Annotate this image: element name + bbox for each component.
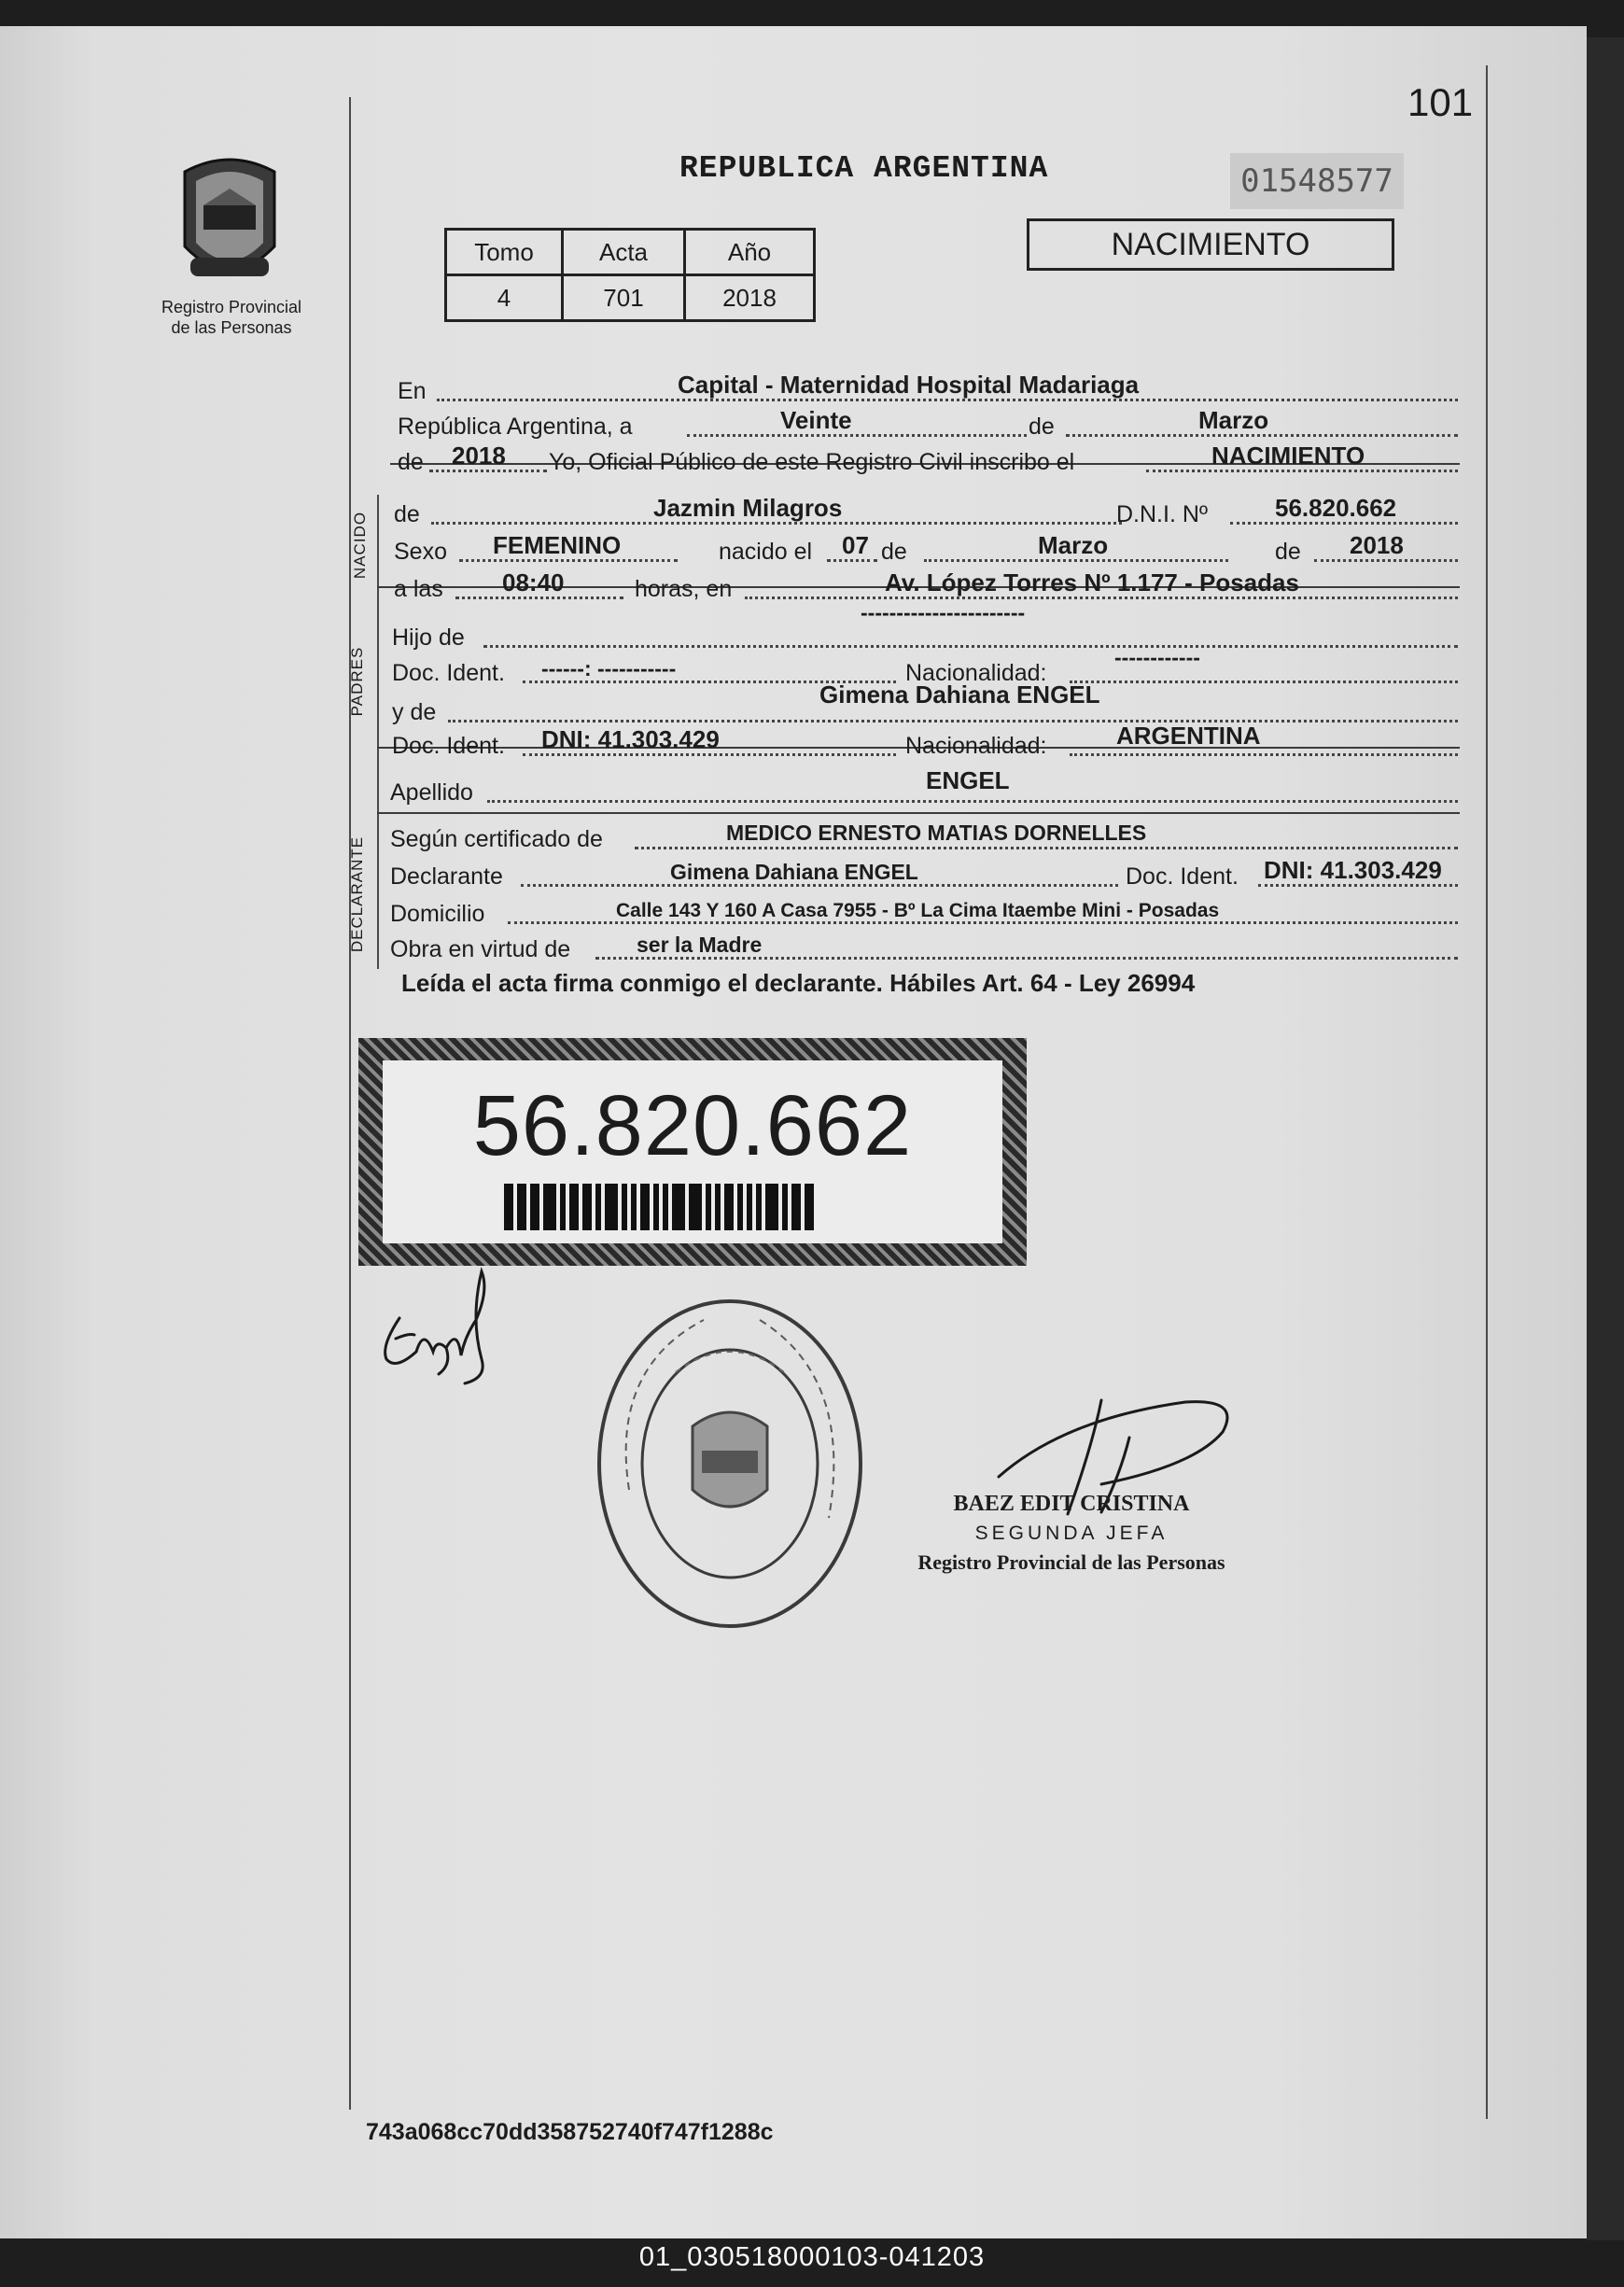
barcode-bar [569,1184,579,1230]
row-fecha [390,406,1460,442]
row-certificado [390,821,1460,855]
official-stamp-icon [592,1294,868,1634]
barcode-bar [653,1184,659,1230]
value-hora: 08:40 [502,568,565,596]
row-hijo [390,600,1460,653]
dots [687,434,1027,437]
barcode-bar [622,1184,627,1230]
dni-sticker [358,1038,1027,1266]
label-de2: de [398,449,424,475]
row-madre [390,680,1460,728]
barcode-bar [791,1184,801,1230]
row-sexo [390,531,1460,568]
barcode-bar [595,1184,601,1230]
paper-edge [1587,37,1624,2240]
barcode-bar [689,1184,702,1230]
row-domicilio [390,896,1460,930]
value-nac-padre: ------------ [1114,645,1200,669]
value-lugar-nacimiento: Av. López Torres Nº 1.177 - Posadas [885,568,1299,596]
label-y-de: y de [392,699,437,725]
barcode-bar [582,1184,592,1230]
page-number: 101 [1407,80,1474,124]
dni-barcode [504,1184,900,1230]
label-horas-en: horas, en [635,576,733,602]
serial-number: 01548577 [1230,153,1404,209]
left-margin-line [349,97,351,2110]
label-de5: de [1275,539,1301,565]
declarant-signature-icon [371,1262,511,1393]
table-value-acta: 701 [563,275,685,321]
closing-statement: Leída el acta firma conmigo el declarante. Hábiles Art. 64 - Ley 26994 [401,969,1196,997]
label-en: En [398,378,427,404]
value-anio-nacimiento: 2018 [1350,531,1404,559]
row-doc-madre [390,722,1460,762]
label-obra: Obra en virtud de [390,936,571,962]
value-obra: ser la Madre [637,933,763,957]
dni-sticker-panel [383,1060,1002,1243]
value-domicilio: Calle 143 Y 160 A Casa 7955 - Bº La Cima Itaembe Mini - Posadas [616,900,1220,921]
separator-4 [377,812,1460,814]
value-padre: ----------------------- [861,600,1026,624]
label-declarante: Declarante [390,863,503,890]
barcode-bar [663,1184,668,1230]
row-obra [390,932,1460,965]
section-divider-line [377,495,379,969]
misiones-seal-icon [172,153,287,297]
barcode-bar [706,1184,711,1230]
table-value-tomo: 4 [446,275,563,321]
registry-table-value-row [446,275,815,321]
section-label-nacido: NACIDO [351,511,369,580]
label-nacionalidad: Nacionalidad: [905,660,1047,686]
value-mes-nacimiento: Marzo [1038,531,1109,559]
barcode-bar [631,1184,637,1230]
official-name: BAEZ EDIT CRISTINA [953,1492,1190,1516]
registry-caption-line2: de las Personas [171,318,292,337]
registry-table-header-row [446,230,815,275]
dots [1070,680,1458,683]
label-nacido-el: nacido el [719,539,813,565]
value-apellido: ENGEL [926,766,1010,794]
section-label-padres: PADRES [348,646,366,717]
barcode-bar [543,1184,556,1230]
label-nacionalidad-2: Nacionalidad: [905,733,1047,759]
dots [635,847,1458,849]
value-declarante: Gimena Dahiana ENGEL [670,860,918,884]
barcode-bar [517,1184,526,1230]
label-oficial: Yo, Oficial Público de este Registro Civil inscribo el [549,449,1075,475]
value-nombre: Jazmin Milagros [653,494,843,522]
value-lugar-inscripcion: Capital - Maternidad Hospital Madariaga [678,371,1140,399]
dots [1070,753,1458,756]
value-madre: Gimena Dahiana ENGEL [819,680,1100,709]
row-en [390,373,1460,407]
value-doc-declarante: DNI: 41.303.429 [1264,856,1442,884]
row-declarante [390,856,1460,892]
label-dni: D.N.I. Nº [1116,501,1209,527]
value-mes: Marzo [1198,406,1269,434]
barcode-bar [765,1184,778,1230]
dots [448,720,1458,723]
table-header-acta: Acta [563,230,685,275]
barcode-bar [605,1184,618,1230]
value-dia-nacimiento: 07 [842,531,869,559]
value-sexo: FEMENINO [493,531,622,559]
table-header-tomo: Tomo [446,230,563,275]
value-doc-madre: DNI: 41.303.429 [541,725,720,753]
barcode-bar [530,1184,539,1230]
label-doc-ident: Doc. Ident. [392,660,505,686]
value-doc-padre: ------: ----------- [541,656,677,680]
dots [487,800,1458,803]
value-dia: Veinte [780,406,852,434]
header-title: REPUBLICA ARGENTINA [679,151,1049,186]
section-label-declarante: DECLARANTE [348,835,366,953]
barcode-bar [805,1184,814,1230]
value-acto: NACIMIENTO [1211,442,1365,470]
label-doc-ident-2: Doc. Ident. [392,733,505,759]
label-republica: República Argentina, a [398,414,633,440]
label-hijo: Hijo de [392,624,465,651]
right-margin-line [1486,65,1488,2119]
document-type-box: NACIMIENTO [1027,218,1394,271]
label-domicilio: Domicilio [390,901,485,927]
barcode-bar [756,1184,762,1230]
label-a-las: a las [394,576,443,602]
value-anio: 2018 [452,442,506,470]
table-value-ano: 2018 [685,275,815,321]
barcode-bar [747,1184,752,1230]
barcode-bar [737,1184,743,1230]
label-de3: de [394,501,420,527]
barcode-bar [672,1184,685,1230]
barcode-bar [504,1184,513,1230]
barcode-bar [782,1184,788,1230]
footer-code: 01_030518000103-041203 [638,2242,986,2272]
dots [483,645,1458,648]
document-hash: 743a068cc70dd358752740f747f1288c [366,2119,774,2145]
label-sexo: Sexo [394,539,447,565]
label-apellido: Apellido [390,779,473,806]
barcode-bar [724,1184,734,1230]
value-dni: 56.820.662 [1275,494,1397,522]
value-nac-madre: ARGENTINA [1116,722,1261,750]
official-signature-block [913,1492,1230,1575]
official-role: SEGUNDA JEFA [974,1522,1169,1544]
registry-caption [140,297,323,338]
barcode-bar [715,1184,721,1230]
barcode-bar [640,1184,650,1230]
barcode-bar [560,1184,566,1230]
row-nombre [390,494,1460,530]
official-org: Registro Provincial de las Personas [917,1550,1225,1574]
label-de4: de [881,539,907,565]
registry-table [444,228,816,322]
value-certificado: MEDICO ERNESTO MATIAS DORNELLES [726,821,1147,845]
registry-caption-line1: Registro Provincial [161,298,302,316]
dni-sticker-number: 56.820.662 [472,1078,913,1173]
label-doc-ident-3: Doc. Ident. [1126,863,1239,890]
row-inscripcion [390,444,1460,478]
label-de: de [1029,414,1055,440]
table-header-ano: Año [685,230,815,275]
row-apellido [390,766,1460,808]
label-certificado: Según certificado de [390,826,603,852]
